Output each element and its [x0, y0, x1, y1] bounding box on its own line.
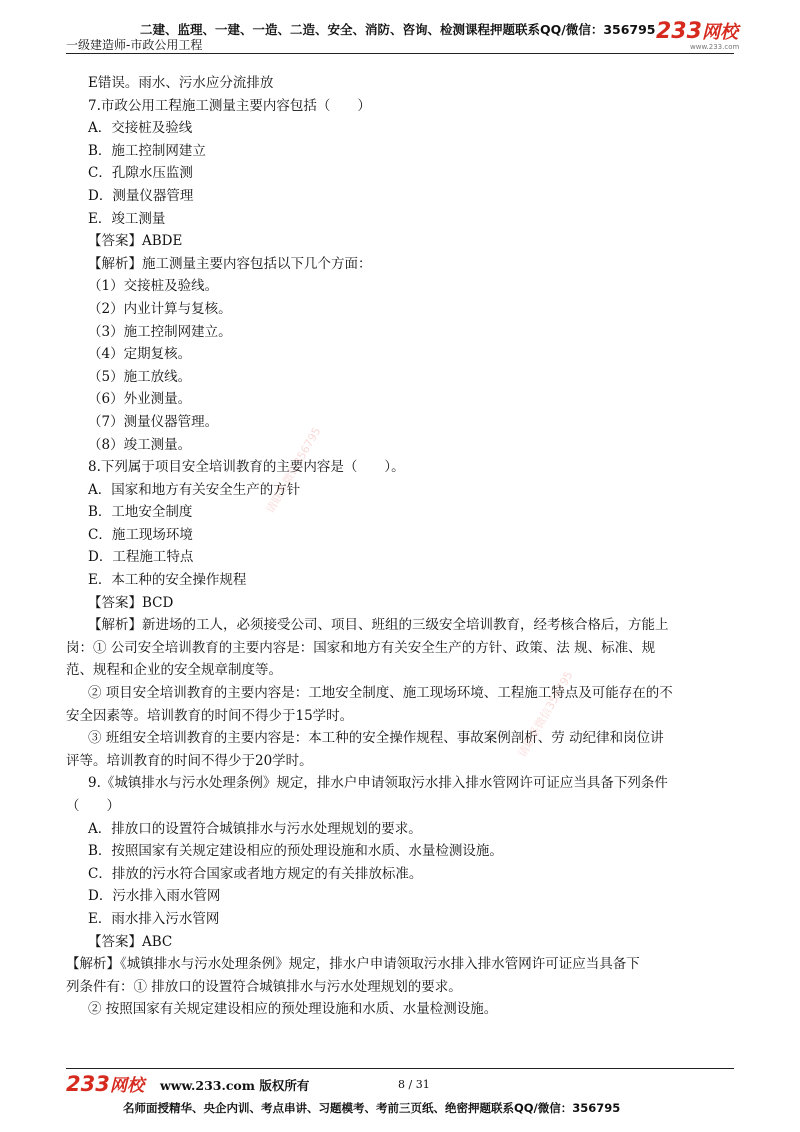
- question-7: 7.市政公用工程施工测量主要内容包括（ ）: [88, 97, 371, 114]
- text-line: ③ 班组安全培训教育的主要内容是：本工种的安全操作规程、事故案例剖析、劳 动纪律和岗位讲: [88, 730, 664, 747]
- option-e: E．雨水排入污水管网: [88, 910, 220, 927]
- logo-text: 网校: [109, 1076, 145, 1096]
- option-b: B．工地安全制度: [88, 504, 193, 521]
- footer-copyright: www.233.com 版权所有: [160, 1078, 310, 1093]
- list-item: （1）交接桩及验线。: [88, 278, 219, 295]
- option-d: D．污水排入雨水管网: [88, 888, 221, 905]
- question-9: 9.《城镇排水与污水处理条例》规定，排水户申请领取污水排入排水管网许可证应当具备下列条件: [88, 775, 668, 792]
- logo-url: www.233.com: [690, 43, 740, 51]
- header-contact-text: 二建、监理、一建、一造、二造、安全、消防、咨询、检测课程押题联系QQ/微信：356795: [140, 22, 656, 37]
- text-line: 范、规程和企业的安全规章制度等。: [66, 662, 282, 679]
- answer: 【答案】ABC: [88, 933, 173, 950]
- logo-number: 233: [656, 19, 702, 44]
- footer-divider: [66, 1068, 734, 1069]
- brand-logo-bottom: [66, 1071, 144, 1096]
- option-e: E．本工种的安全操作规程: [88, 572, 247, 589]
- list-item: （4）定期复核。: [88, 346, 192, 363]
- option-e: E．竣工测量: [88, 210, 166, 227]
- option-d: D．测量仪器管理: [88, 187, 194, 204]
- logo-number: 233: [66, 1072, 110, 1096]
- analysis: 【解析】新进场的工人，必须接受公司、项目、班组的三级安全培训教育，经考核合格后，方能上: [88, 617, 669, 634]
- watermark-text: 请联系微信356795: [515, 668, 576, 760]
- option-c: C．排放的污水符合国家或者地方规定的有关排放标准。: [88, 865, 423, 882]
- list-item: （7）测量仪器管理。: [88, 413, 219, 430]
- header-divider: [66, 53, 734, 54]
- list-item: （3）施工控制网建立。: [88, 323, 232, 340]
- option-b: B．施工控制网建立: [88, 142, 206, 159]
- text-line: 列条件有：① 排放口的设置符合城镇排水与污水处理规划的要求。: [66, 978, 462, 995]
- option-c: C．孔隙水压监测: [88, 165, 193, 182]
- brand-logo-top: [656, 18, 738, 44]
- option-a: A．排放口的设置符合城镇排水与污水处理规划的要求。: [88, 820, 422, 837]
- analysis: 【解析】《城镇排水与污水处理条例》规定，排水户申请领取污水排入排水管网许可证应当具备下: [66, 956, 640, 973]
- text-line: 岗：① 公司安全培训教育的主要内容是：国家和地方有关安全生产的方针、政策、法 规、标准、规: [66, 639, 656, 656]
- analysis: 【解析】施工测量主要内容包括以下几个方面：: [88, 255, 372, 272]
- question-8: 8.下列属于项目安全培训教育的主要内容是（ ）。: [88, 459, 405, 476]
- option-a: A．交接桩及验线: [88, 120, 193, 137]
- footer-contact-text: 名师面授精华、央企内训、考点串讲、习题模考、考前三页纸、绝密押题联系QQ/微信：356795: [123, 1101, 621, 1115]
- page-number: 8 / 31: [398, 1078, 430, 1091]
- list-item: （5）施工放线。: [88, 368, 192, 385]
- document-subtitle: 一级建造师-市政公用工程: [66, 38, 203, 52]
- list-item: （6）外业测量。: [88, 391, 192, 408]
- option-a: A．国家和地方有关安全生产的方针: [88, 481, 301, 498]
- option-d: D．工程施工特点: [88, 549, 194, 566]
- list-item: （2）内业计算与复核。: [88, 300, 232, 317]
- answer: 【答案】BCD: [88, 594, 174, 611]
- logo-text: 网校: [701, 22, 739, 43]
- text-line: ② 按照国家有关规定建设相应的预处理设施和水质、水量检测设施。: [88, 1001, 498, 1018]
- document-body: [66, 72, 748, 1021]
- answer: 【答案】ABDE: [88, 233, 183, 250]
- text-line: E错误。雨水、污水应分流排放: [88, 75, 274, 91]
- option-b: B．按照国家有关规定建设相应的预处理设施和水质、水量检测设施。: [88, 843, 503, 860]
- text-line: 评等。培训教育的时间不得少于20学时。: [66, 752, 313, 769]
- option-c: C．施工现场环境: [88, 526, 193, 543]
- list-item: （8）竣工测量。: [88, 436, 192, 453]
- text-line: ② 项目安全培训教育的主要内容是：工地安全制度、施工现场环境、工程施工特点及可能存在的不: [88, 685, 673, 702]
- text-line: （ ）: [66, 798, 120, 814]
- watermark-text: 请联系微信356795: [263, 424, 324, 516]
- text-line: 安全因素等。培训教育的时间不得少于15学时。: [66, 707, 354, 724]
